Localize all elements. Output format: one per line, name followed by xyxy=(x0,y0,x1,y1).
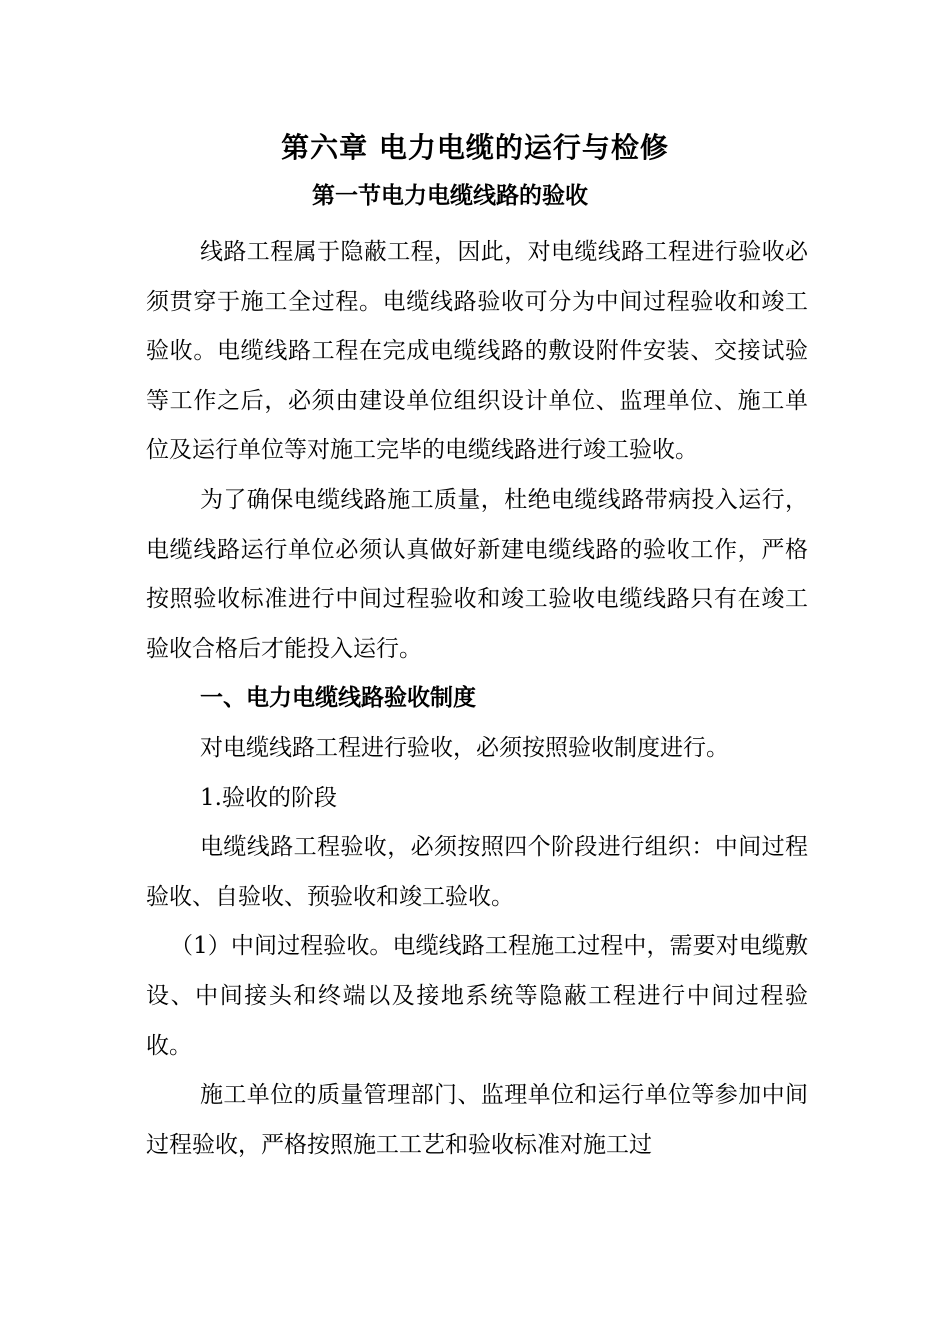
heading-acceptance-system: 一、电力电缆线路验收制度 xyxy=(200,685,476,712)
paragraph-6: （1）中间过程验收。电缆线路工程施工过程中，需要对电缆敷设、中间接头和终端以及接地系统等隐蔽工程进行中间过程验收。 xyxy=(146,933,808,1059)
paragraph-5: 电缆线路工程验收，必须按照四个阶段进行组织：中间过程验收、自验收、预验收和竣工验收。 xyxy=(146,834,808,910)
section-title: 第一节电力电缆线路的验收 xyxy=(312,183,588,209)
paragraph-2: 为了确保电缆线路施工质量，杜绝电缆线路带病投入运行，电缆线路运行单位必须认真做好新建电缆线路的验收工作，严格按照验收标准进行中间过程验收和竣工验收电缆线路只有在竣工验收合格后才能投入运行。 xyxy=(146,486,808,662)
paragraph-1: 线路工程属于隐蔽工程，因此，对电缆线路工程进行验收必须贯穿于施工全过程。电缆线路验收可分为中间过程验收和竣工验收。电缆线路工程在完成电缆线路的敷设附件安装、交接试验等工作之后，必须由建设单位组织设计单位、监理单位、施工单位及运行单位等对施工完毕的电缆线路进行竣工验收。 xyxy=(146,239,808,464)
paragraph-7: 施工单位的质量管理部门、监理单位和运行单位等参加中间过程验收，严格按照施工工艺和验收标准对施工过 xyxy=(146,1082,808,1158)
document-body xyxy=(146,228,808,1170)
paragraph-4: 1.验收的阶段 xyxy=(200,784,337,811)
paragraph-3: 对电缆线路工程进行验收，必须按照验收制度进行。 xyxy=(200,734,729,761)
chapter-title: 第六章 电力电缆的运行与检修 xyxy=(281,131,669,164)
